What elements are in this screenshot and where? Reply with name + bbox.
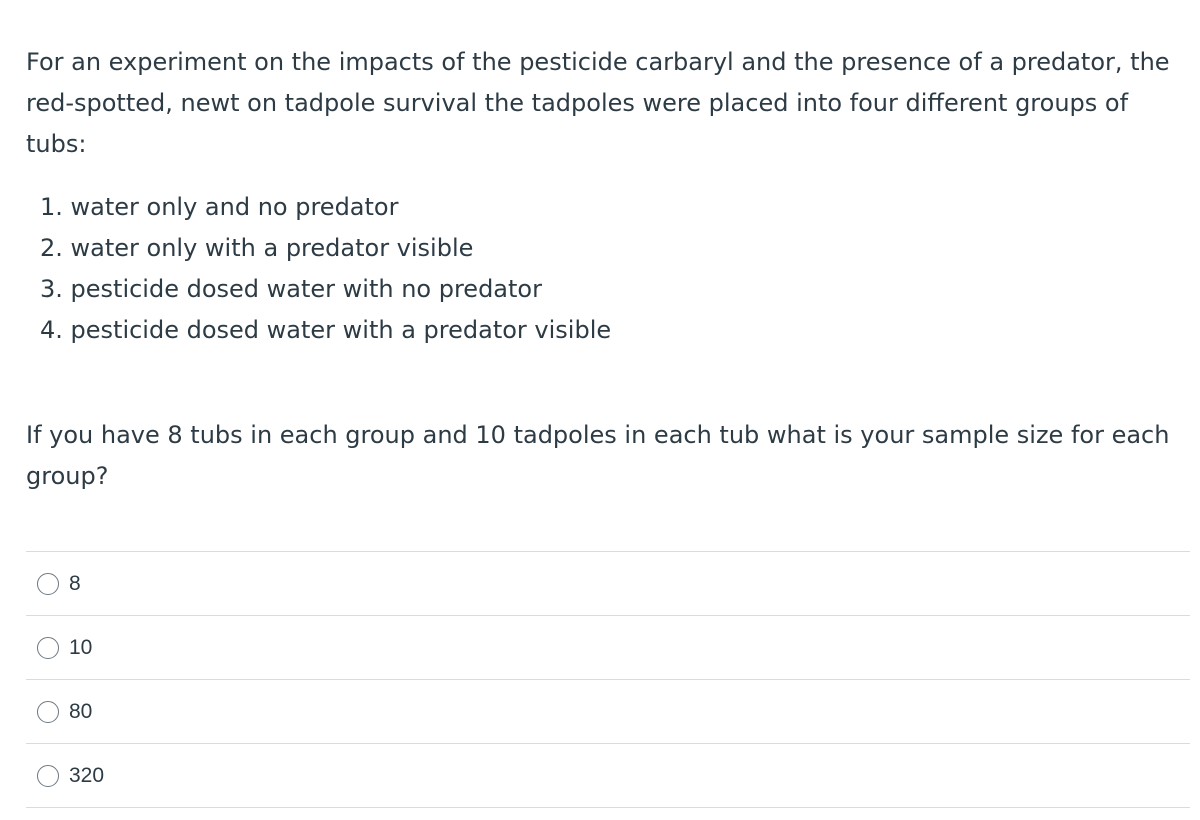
radio-button[interactable] [37,573,59,595]
question-text-block [26,42,1176,497]
answer-option-10[interactable] [26,616,1190,680]
conditions-list [26,187,1176,351]
question-prompt: If you have 8 tubs in each group and 10 tadpoles in each tub what is your sample size for each group? [26,421,1170,490]
answer-options [26,551,1190,808]
answer-option-320[interactable] [26,744,1190,808]
question-intro: For an experiment on the impacts of the pesticide carbaryl and the presence of a predator, the red-spotted, newt on tadpole survival the tadpoles were placed into four different groups of tubs: [26,48,1170,158]
answer-option-80[interactable] [26,680,1190,744]
condition-item: 3. pesticide dosed water with no predator [40,275,542,303]
condition-item: 2. water only with a predator visible [40,234,474,262]
radio-button[interactable] [37,701,59,723]
radio-button[interactable] [37,637,59,659]
answer-label: 10 [69,635,93,659]
answer-option-8[interactable] [26,552,1190,616]
condition-item: 4. pesticide dosed water with a predator visible [40,316,612,344]
answer-label: 8 [69,571,81,595]
answer-label: 320 [69,763,105,787]
condition-item: 1. water only and no predator [40,193,399,221]
answer-label: 80 [69,699,93,723]
radio-button[interactable] [37,765,59,787]
